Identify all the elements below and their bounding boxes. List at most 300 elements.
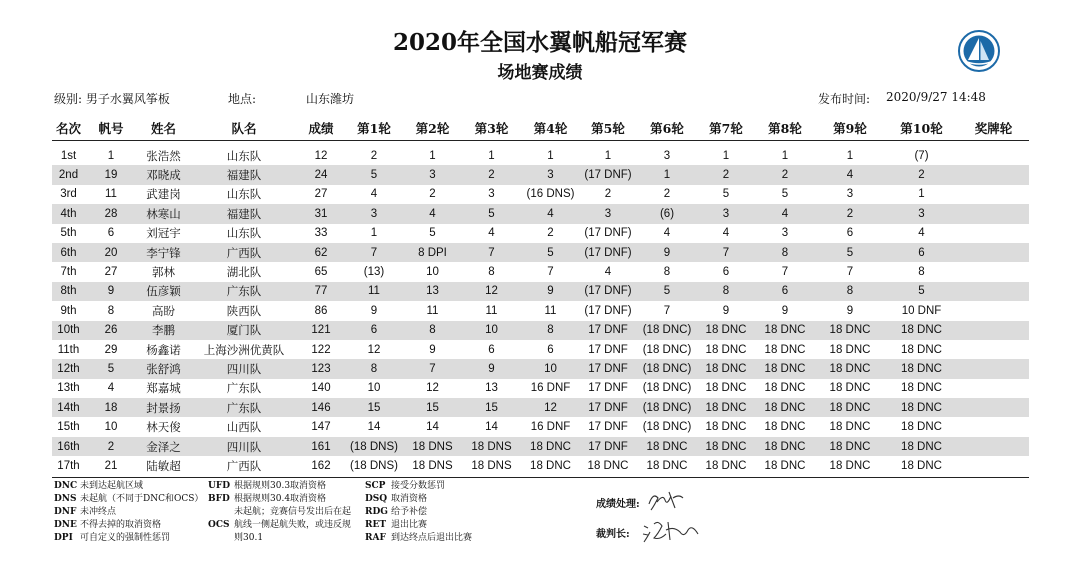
legend-desc: 未起航（不同于DNC和OCS） [80, 494, 204, 504]
table-cell [958, 359, 1029, 378]
table-cell: 11 [344, 282, 404, 301]
table-cell: 10 [404, 262, 461, 281]
legend-item [54, 480, 203, 493]
legend-desc: 未到达起航区域 [80, 481, 144, 491]
table-cell: (18 DNC) [637, 417, 697, 436]
table-cell: 10 [461, 321, 522, 340]
table-cell: 33 [298, 224, 344, 243]
table-cell: 李鹏 [137, 321, 190, 340]
table-row [52, 185, 1029, 204]
table-cell: 18 DNC [885, 437, 958, 456]
table-row [52, 340, 1029, 359]
table-cell: 郭林 [137, 262, 190, 281]
legend-desc: 根据规则30.3取消资格 [234, 481, 327, 491]
legend-code: DNE [54, 520, 77, 530]
table-cell: 4 [697, 224, 755, 243]
table-cell: 4 [815, 165, 885, 184]
table-cell: 15 [344, 398, 404, 417]
table-cell: 18 DNC [637, 437, 697, 456]
publish-time-value: 2020/9/27 14:48 [886, 90, 986, 104]
table-cell: 4 [755, 204, 815, 223]
table-cell: 65 [298, 262, 344, 281]
table-cell: 10 [522, 359, 579, 378]
table-row [52, 282, 1029, 301]
table-cell [958, 224, 1029, 243]
location-label: 地点: [228, 92, 257, 106]
table-cell: 18 DNC [697, 437, 755, 456]
table-cell: 4 [637, 224, 697, 243]
table-cell: 29 [85, 340, 137, 359]
legend-desc: 不得去掉的取消资格 [80, 520, 162, 530]
table-header-row [52, 116, 1029, 140]
legend-column-1 [54, 480, 203, 545]
table-cell [958, 437, 1029, 456]
table-cell: 四川队 [190, 359, 298, 378]
table-cell: 7 [637, 301, 697, 320]
legend-desc: 给予补偿 [391, 507, 428, 517]
table-cell: 6 [755, 282, 815, 301]
table-cell: 6 [815, 224, 885, 243]
table-cell: 1 [85, 146, 137, 165]
legend-code: DSQ [365, 494, 388, 504]
table-cell: 2 [885, 165, 958, 184]
table-cell: 13th [52, 379, 85, 398]
table-cell: 1 [697, 146, 755, 165]
table-cell [958, 282, 1029, 301]
table-cell: 1 [755, 146, 815, 165]
table-cell: 18 DNC [755, 398, 815, 417]
table-cell: 2 [85, 437, 137, 456]
table-cell: 27 [298, 185, 344, 204]
location-value: 山东潍坊 [306, 92, 355, 106]
table-cell: 17 DNF [579, 321, 637, 340]
table-cell: (17 DNF) [579, 165, 637, 184]
table-cell: 16 DNF [522, 379, 579, 398]
table-cell: 15 [461, 398, 522, 417]
table-cell: 林天俊 [137, 417, 190, 436]
table-cell: 18 DNS [461, 437, 522, 456]
table-cell: 8 [755, 243, 815, 262]
table-cell: 18 DNC [815, 437, 885, 456]
table-cell: 18 DNC [885, 456, 958, 475]
col-race-8: 第8轮 [768, 121, 802, 136]
table-cell [958, 165, 1029, 184]
table-cell: 广西队 [190, 243, 298, 262]
table-cell: 3 [404, 165, 461, 184]
table-cell: 1 [404, 146, 461, 165]
table-cell: 5 [461, 204, 522, 223]
table-cell: 3 [344, 204, 404, 223]
table-cell: 18 DNC [885, 379, 958, 398]
table-cell: 7 [344, 243, 404, 262]
table-cell: 12 [404, 379, 461, 398]
results-table [52, 116, 1029, 476]
table-cell: 湖北队 [190, 262, 298, 281]
table-cell: 18 DNC [697, 359, 755, 378]
judge-label: 裁判长: [596, 529, 630, 540]
table-cell: 福建队 [190, 204, 298, 223]
table-cell: 18 DNC [815, 379, 885, 398]
page-subtitle: 场地赛成绩 [497, 63, 583, 83]
table-cell: 2 [637, 185, 697, 204]
table-cell: 15th [52, 417, 85, 436]
table-cell: 4 [404, 204, 461, 223]
legend-item [208, 532, 351, 545]
table-cell: 李宁锋 [137, 243, 190, 262]
table-cell [958, 340, 1029, 359]
table-cell: 20 [85, 243, 137, 262]
table-cell: 21 [85, 456, 137, 475]
table-cell: 18 DNC [755, 379, 815, 398]
legend-code: SCP [365, 481, 386, 491]
table-cell: 高盼 [137, 301, 190, 320]
table-cell: 2 [404, 185, 461, 204]
table-cell: 4 [885, 224, 958, 243]
table-cell: 2 [697, 165, 755, 184]
table-cell: 8 DPI [404, 243, 461, 262]
table-cell: 62 [298, 243, 344, 262]
table-cell: 林寒山 [137, 204, 190, 223]
legend-column-2 [208, 480, 351, 545]
table-cell: 17th [52, 456, 85, 475]
table-cell: 18 DNC [885, 340, 958, 359]
table-cell: 18 DNC [522, 456, 579, 475]
legend-desc: 接受分数惩罚 [391, 481, 446, 491]
table-cell: 7 [404, 359, 461, 378]
table-cell: 8 [637, 262, 697, 281]
table-cell: 31 [298, 204, 344, 223]
page-title: 2020年全国水翼帆船冠军赛 [392, 29, 687, 56]
table-row [52, 301, 1029, 320]
table-cell: 18 DNC [815, 417, 885, 436]
table-cell: 8 [885, 262, 958, 281]
table-cell: (18 DNS) [344, 456, 404, 475]
table-cell: 1 [885, 185, 958, 204]
table-cell: 8 [522, 321, 579, 340]
table-cell: 伍彦颖 [137, 282, 190, 301]
table-cell: (18 DNC) [637, 379, 697, 398]
table-cell: 刘冠宇 [137, 224, 190, 243]
table-cell: 11 [522, 301, 579, 320]
col-race-6: 第6轮 [650, 121, 684, 136]
table-cell: (17 DNF) [579, 282, 637, 301]
table-cell: 6 [885, 243, 958, 262]
table-cell: (18 DNC) [637, 321, 697, 340]
legend-code: OCS [208, 520, 230, 530]
col-rank: 名次 [55, 121, 81, 136]
table-cell: 山东队 [190, 146, 298, 165]
legend-item [54, 493, 203, 506]
table-cell: 6 [697, 262, 755, 281]
table-cell: 2 [344, 146, 404, 165]
table-cell: 3rd [52, 185, 85, 204]
table-cell: 6th [52, 243, 85, 262]
table-cell: (18 DNC) [637, 340, 697, 359]
table-cell: 2 [579, 185, 637, 204]
legend-item [365, 519, 472, 532]
table-cell: (18 DNS) [344, 437, 404, 456]
table-cell: 11 [85, 185, 137, 204]
table-cell: 14 [344, 417, 404, 436]
col-race-9: 第9轮 [833, 121, 867, 136]
table-cell: 5 [697, 185, 755, 204]
col-race-4: 第4轮 [533, 121, 568, 136]
table-cell: 19 [85, 165, 137, 184]
table-cell: 7 [815, 262, 885, 281]
table-cell: 13 [404, 282, 461, 301]
table-cell [958, 262, 1029, 281]
sailing-association-logo-icon [958, 30, 1000, 72]
table-cell: 140 [298, 379, 344, 398]
col-total: 成绩 [308, 121, 334, 136]
table-cell: 9 [755, 301, 815, 320]
table-cell: (17 DNF) [579, 301, 637, 320]
legend-item [365, 506, 472, 519]
table-cell: (18 DNC) [637, 359, 697, 378]
table-cell: 5th [52, 224, 85, 243]
legend-desc: 到达终点后退出比赛 [391, 533, 473, 543]
table-cell: 张舒鸿 [137, 359, 190, 378]
table-cell: 8th [52, 282, 85, 301]
table-cell: 2nd [52, 165, 85, 184]
table-cell: 17 DNF [579, 417, 637, 436]
category-field [54, 90, 170, 107]
table-cell: 10th [52, 321, 85, 340]
table-cell: 9th [52, 301, 85, 320]
footer-divider [52, 477, 1029, 478]
legend-item [208, 519, 351, 532]
table-row [52, 417, 1029, 436]
table-cell: 3 [697, 204, 755, 223]
table-cell: 7 [461, 243, 522, 262]
table-cell: 5 [815, 243, 885, 262]
table-cell: 10 [344, 379, 404, 398]
col-race-5: 第5轮 [591, 121, 625, 136]
table-cell: 162 [298, 456, 344, 475]
table-cell: 金泽之 [137, 437, 190, 456]
processing-signature-icon [645, 484, 687, 514]
table-cell: 18 DNC [815, 359, 885, 378]
table-row [52, 243, 1029, 262]
table-cell: 封景扬 [137, 398, 190, 417]
table-row [52, 165, 1029, 184]
table-cell: 122 [298, 340, 344, 359]
table-cell: 1 [344, 224, 404, 243]
table-cell: 10 DNF [885, 301, 958, 320]
table-cell: 8 [85, 301, 137, 320]
table-cell: 7 [522, 262, 579, 281]
table-cell: 161 [298, 437, 344, 456]
table-cell: 广西队 [190, 456, 298, 475]
legend-code: DNF [54, 507, 77, 517]
table-cell: 18 DNC [637, 456, 697, 475]
table-cell: 18 DNC [815, 456, 885, 475]
legend-desc: 退出比赛 [391, 520, 428, 530]
table-cell: 4 [579, 262, 637, 281]
table-cell: 18 DNC [522, 437, 579, 456]
table-cell: 1 [637, 165, 697, 184]
table-cell: 3 [579, 204, 637, 223]
table-row [52, 321, 1029, 340]
table-cell: 12 [344, 340, 404, 359]
col-race-10: 第10轮 [900, 121, 943, 136]
results-body [52, 146, 1029, 476]
table-cell: 3 [637, 146, 697, 165]
table-cell: 2 [461, 165, 522, 184]
table-cell: 12 [522, 398, 579, 417]
table-cell: 9 [461, 359, 522, 378]
table-cell: 18 DNC [697, 379, 755, 398]
table-cell: 14 [461, 417, 522, 436]
table-cell: (13) [344, 262, 404, 281]
table-cell: 8 [815, 282, 885, 301]
table-cell: 2 [522, 224, 579, 243]
table-cell: 24 [298, 165, 344, 184]
table-cell: 17 DNF [579, 398, 637, 417]
table-cell [958, 456, 1029, 475]
table-cell: 17 DNF [579, 379, 637, 398]
table-cell [958, 301, 1029, 320]
legend-column-3 [365, 480, 472, 545]
table-cell: 14 [404, 417, 461, 436]
table-cell: 1 [522, 146, 579, 165]
table-cell: 6 [522, 340, 579, 359]
legend-code: RAF [365, 533, 386, 543]
table-cell [958, 243, 1029, 262]
table-cell: 陕西队 [190, 301, 298, 320]
table-cell: 5 [404, 224, 461, 243]
table-cell: 16 DNF [522, 417, 579, 436]
table-cell: (17 DNF) [579, 243, 637, 262]
table-row [52, 204, 1029, 223]
table-cell: 8 [404, 321, 461, 340]
table-cell: 9 [85, 282, 137, 301]
table-cell: 146 [298, 398, 344, 417]
table-cell: (16 DNS) [522, 185, 579, 204]
table-cell: (7) [885, 146, 958, 165]
publish-time-label: 发布时间: [818, 92, 871, 106]
table-cell [958, 185, 1029, 204]
table-cell: 17 DNF [579, 359, 637, 378]
category-value: 男子水翼风筝板 [85, 92, 170, 106]
table-cell: 18 DNC [697, 456, 755, 475]
table-cell: 5 [755, 185, 815, 204]
legend-item [208, 493, 351, 506]
table-cell: 2 [755, 165, 815, 184]
legend-item [365, 493, 472, 506]
table-cell: 1st [52, 146, 85, 165]
judge-signature-icon [640, 516, 702, 546]
table-row [52, 379, 1029, 398]
table-cell [958, 321, 1029, 340]
table-cell: 9 [637, 243, 697, 262]
table-cell: 14th [52, 398, 85, 417]
table-cell: 4th [52, 204, 85, 223]
table-cell: 9 [815, 301, 885, 320]
table-cell: 4 [85, 379, 137, 398]
legend-code: UFD [208, 481, 231, 491]
table-row [52, 456, 1029, 475]
table-cell: 山西队 [190, 417, 298, 436]
table-cell: 7 [697, 243, 755, 262]
table-cell: 11 [404, 301, 461, 320]
table-cell: 18 DNC [815, 321, 885, 340]
table-cell: 18 DNS [404, 456, 461, 475]
table-cell: 12 [461, 282, 522, 301]
table-cell: 3 [885, 204, 958, 223]
legend-code: DNC [54, 481, 78, 491]
table-cell: 121 [298, 321, 344, 340]
table-cell: 福建队 [190, 165, 298, 184]
table-cell: 86 [298, 301, 344, 320]
table-cell [958, 204, 1029, 223]
legend-desc: 未冲终点 [80, 507, 117, 517]
table-cell: 厦门队 [190, 321, 298, 340]
table-cell: 9 [344, 301, 404, 320]
table-cell: 1 [461, 146, 522, 165]
table-cell: 5 [85, 359, 137, 378]
table-cell: 18 DNC [697, 398, 755, 417]
table-cell: 1 [815, 146, 885, 165]
legend-item [54, 519, 203, 532]
table-cell: 广东队 [190, 398, 298, 417]
table-cell: 26 [85, 321, 137, 340]
table-cell: 上海沙洲优黄队 [190, 340, 298, 359]
legend-item [54, 532, 203, 545]
table-cell: 18 [85, 398, 137, 417]
legend-code: BFD [208, 494, 230, 504]
legend-item [365, 480, 472, 493]
legend-item [208, 506, 351, 519]
table-cell: 28 [85, 204, 137, 223]
legend-desc: 航线一侧起航失败，或违反规 [234, 520, 352, 530]
table-cell: 郑嘉城 [137, 379, 190, 398]
legend-code: RDG [365, 507, 388, 517]
table-cell: 5 [522, 243, 579, 262]
table-cell: 77 [298, 282, 344, 301]
table-cell: 四川队 [190, 437, 298, 456]
table-cell: 18 DNC [579, 456, 637, 475]
table-cell: 18 DNC [755, 340, 815, 359]
table-cell: 17 DNF [579, 340, 637, 359]
table-row [52, 359, 1029, 378]
legend-code: DPI [54, 533, 73, 543]
table-cell: 123 [298, 359, 344, 378]
table-cell [958, 398, 1029, 417]
col-name: 姓名 [150, 121, 176, 136]
table-cell: 广东队 [190, 282, 298, 301]
table-cell: 15 [404, 398, 461, 417]
table-cell: 陆敏超 [137, 456, 190, 475]
table-cell: (6) [637, 204, 697, 223]
table-cell: 3 [522, 165, 579, 184]
table-cell: 3 [815, 185, 885, 204]
table-cell: 12 [298, 146, 344, 165]
table-cell: 18 DNC [755, 417, 815, 436]
table-cell: 11 [461, 301, 522, 320]
col-race-1: 第1轮 [357, 121, 391, 136]
table-cell: 18 DNC [697, 321, 755, 340]
table-row [52, 146, 1029, 165]
table-cell: 18 DNC [885, 398, 958, 417]
legend-desc: 可自定义的强制性惩罚 [80, 533, 171, 543]
table-cell: 12th [52, 359, 85, 378]
table-cell: 18 DNC [755, 456, 815, 475]
legend-code: DNS [54, 494, 77, 504]
table-row [52, 437, 1029, 456]
table-cell [958, 417, 1029, 436]
table-cell: 11th [52, 340, 85, 359]
